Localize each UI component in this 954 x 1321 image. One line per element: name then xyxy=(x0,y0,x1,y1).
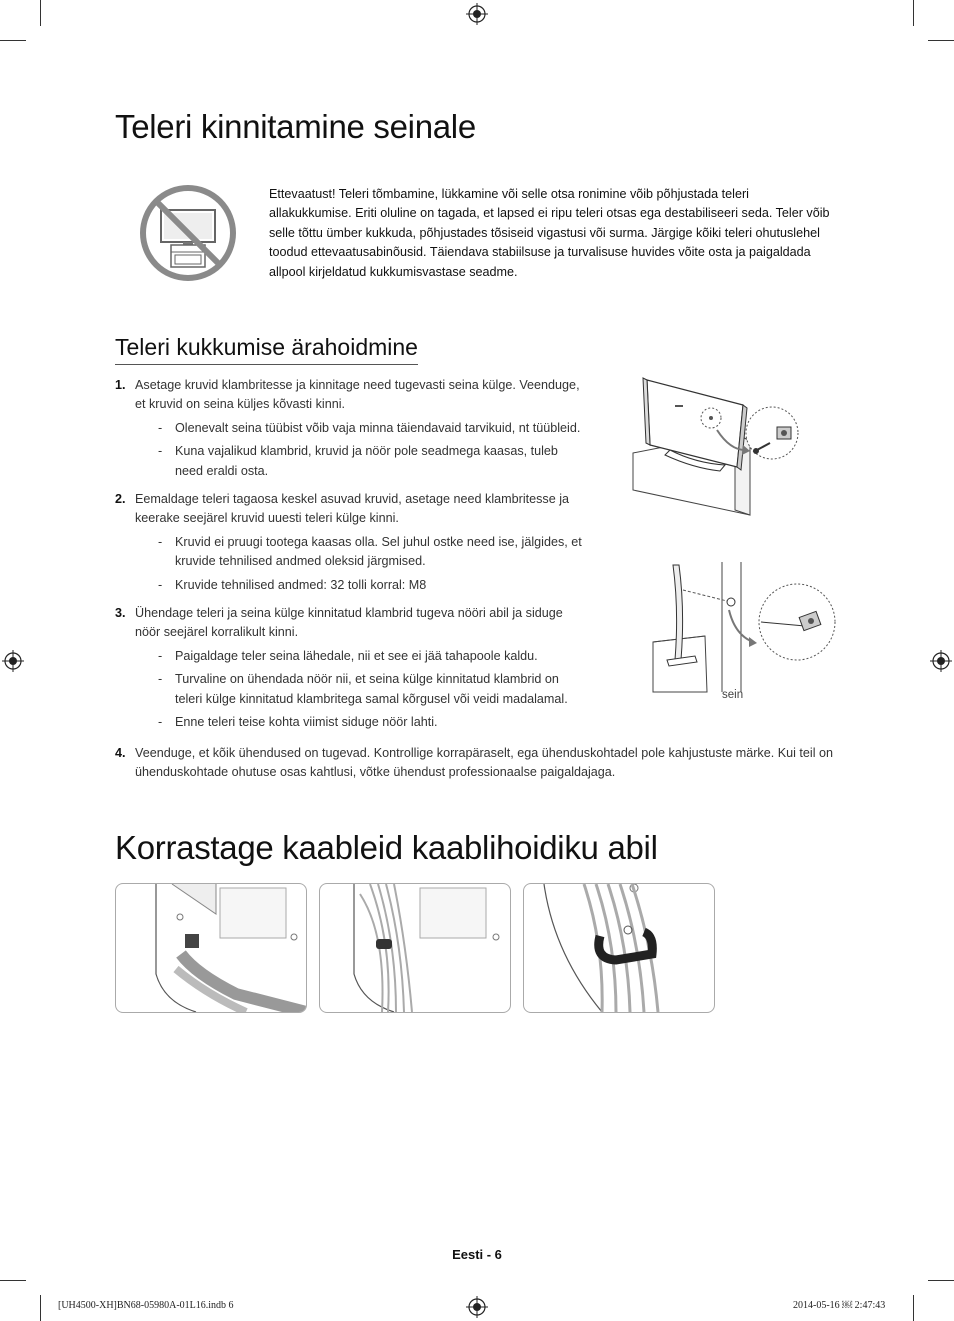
tv-bracket-illustration xyxy=(625,375,810,520)
step-note: - Olenevalt seina tüübist võib vaja minna täiendavaid tarvikuid, nt tüübleid. xyxy=(158,420,581,435)
step-note: - Enne teleri teise kohta viimist siduge nöör lahti. xyxy=(158,715,438,730)
no-climbing-tv-icon xyxy=(139,184,237,282)
step-note: - Turvaline on ühendada nöör nii, et seina külge kinnitatud klambrid on teleri külge kinnitatud klambritega samal kõrgusel või veidi madalamal. xyxy=(158,672,568,706)
step-note: - Kruvid ei pruugi tootega kaasas olla. Sel juhul ostke need ise, jälgides, et kruvide tehnilised andmed oleksid järgmised. xyxy=(158,534,582,569)
page-title-wall-mount: Teleri kinnitamine seinale xyxy=(115,108,476,145)
registration-mark-top xyxy=(466,3,488,25)
step-2 xyxy=(115,490,585,595)
tv-wall-cord-illustration xyxy=(645,560,840,695)
step-number: 1. xyxy=(115,378,126,392)
step-1 xyxy=(115,376,585,481)
step-note: - Kuna vajalikud klambrid, kruvid ja nöör pole seadmega kaasas, tuleb need eraldi osta. xyxy=(158,444,558,478)
wall-label: sein xyxy=(722,689,744,701)
step-number: 2. xyxy=(115,492,126,507)
print-slug-date: 2014-05-16 ￼ 2:47:43 xyxy=(793,1300,886,1311)
step-3 xyxy=(115,604,585,732)
step-4 xyxy=(115,744,840,783)
registration-mark-left xyxy=(2,650,24,672)
step-text: Veenduge, et kõik ühendused on tugevad. Kontrollige korrapäraselt, ega ühenduskohtadel pole kahjustuste märke. Kui teil on ühenduskohtade ohutuse osas kahtlusi, võtke ühendust professionaalse paigaldajaga. xyxy=(135,746,834,780)
step-number: 4. xyxy=(115,746,126,760)
step-number: 3. xyxy=(115,606,126,621)
page-number: Eesti - 6 xyxy=(452,1247,502,1262)
section-title-fall-prevention: Teleri kukkumise ärahoidmine xyxy=(115,334,418,365)
step-text: Ühendage teleri ja seina külge kinnitatud klambrid tugeva nööri abil ja siduge nöör seejärel korralikult kinni. xyxy=(135,606,563,640)
step-text: Asetage kruvid klambritesse ja kinnitage need tugevasti seina külge. Veenduge, et kruvid on seina küljes kõvasti kinni. xyxy=(135,378,580,412)
warning-text: Ettevaatust! Teleri tõmbamine, lükkamine või selle otsa ronimine võib põhjustada teleri allakukkumise. Eriti oluline on tagada, et lapsed ei ripu teleri otsas ega destabiliseeri seda. Teler võib selle tõttu ümber kukkuda, põhjustades tõsiseid vigastusi või surma. Järgige kõiki teleri ohutuslehel toodud ettevaatusabinõusid. Täiendava stabiilsuse ja turvalisuse huvides võite osta ja paigaldada allpool kirjeldatud kukkumisvastase seadme. xyxy=(269,187,830,279)
steps-list xyxy=(115,376,585,742)
registration-mark-bottom xyxy=(466,1296,488,1318)
step-note: - Paigaldage teler seina lähedale, nii et see ei jää tahapoole kaldu. xyxy=(158,648,538,663)
cable-step-2-image xyxy=(319,883,511,1013)
cable-step-3-image xyxy=(523,883,715,1013)
cable-step-1-image xyxy=(115,883,307,1013)
print-slug-file: [UH4500-XH]BN68-05980A-01L16.indb 6 xyxy=(58,1300,234,1311)
step-note: - Kruvide tehnilised andmed: 32 tolli korral: M8 xyxy=(158,577,427,592)
registration-mark-right xyxy=(930,650,952,672)
page-title-cable-management: Korrastage kaableid kaablihoidiku abil xyxy=(115,829,658,866)
step-text: Eemaldage teleri tagaosa keskel asuvad kruvid, asetage need klambritesse ja keerake seejärel kruvid uuesti teleri külge kinni. xyxy=(135,492,570,526)
